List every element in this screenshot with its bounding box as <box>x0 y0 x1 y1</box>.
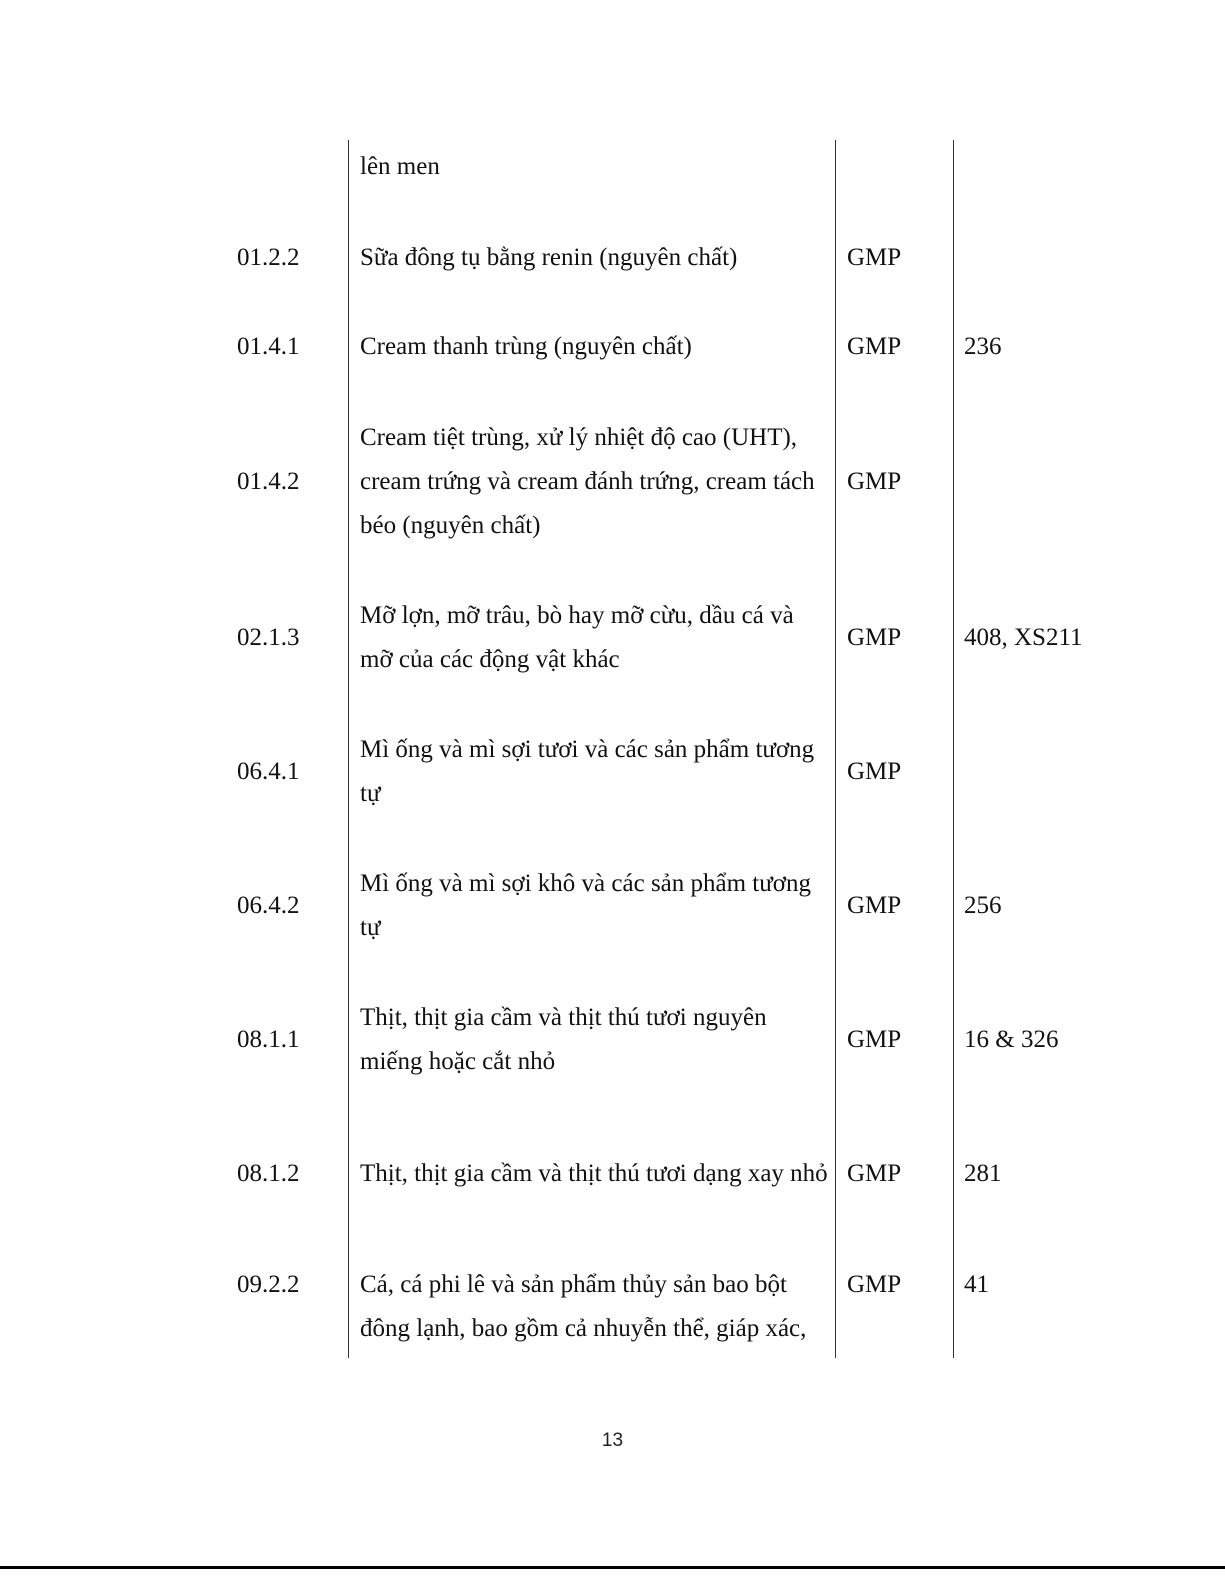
food-category-description: Mì ống và mì sợi khô và các sản phẩm tương tự <box>360 870 812 941</box>
food-category-description: Cá, cá phi lê và sản phẩm thủy sản bao bột đông lạnh, bao gồm cả nhuyễn thể, giáp xác, <box>360 1271 807 1342</box>
food-category-code: 09.2.2 <box>237 1271 300 1298</box>
page-number: 13 <box>601 1430 624 1451</box>
food-category-code: 02.1.3 <box>237 624 300 651</box>
note: 236 <box>964 333 1002 360</box>
table-row <box>0 416 1225 548</box>
food-category-description: Cream thanh trùng (nguyên chất) <box>360 333 692 360</box>
note: 408, XS211 <box>964 624 1083 651</box>
note <box>964 728 1204 816</box>
note: 41 <box>964 1271 989 1298</box>
food-category-description: Mỡ lợn, mỡ trâu, bò hay mỡ cừu, dầu cá và mỡ của các động vật khác <box>360 602 794 673</box>
table-row <box>0 145 1225 189</box>
note: 16 & 326 <box>964 1026 1059 1053</box>
table-row <box>0 236 1225 280</box>
note <box>964 145 1204 189</box>
table-row <box>0 325 1225 369</box>
food-category-description: Mì ống và mì sợi tươi và các sản phẩm tương tự <box>360 736 815 807</box>
max-level: GMP <box>847 333 902 360</box>
table-row <box>0 594 1225 682</box>
max-level: GMP <box>847 892 902 919</box>
food-category-description: lên men <box>360 153 440 180</box>
max-level: GMP <box>847 1026 902 1053</box>
food-category-code: 01.2.2 <box>237 244 300 271</box>
food-category-description: Thịt, thịt gia cầm và thịt thú tươi dạng xay nhỏ <box>360 1160 828 1187</box>
max-level: GMP <box>847 624 902 651</box>
food-category-code: 06.4.1 <box>237 758 300 785</box>
max-level: GMP <box>847 758 902 785</box>
max-level: GMP <box>847 468 902 495</box>
food-category-code: 01.4.2 <box>237 468 300 495</box>
food-category-description: Sữa đông tụ bằng renin (nguyên chất) <box>360 244 738 271</box>
table-row <box>0 728 1225 816</box>
max-level: GMP <box>847 244 902 271</box>
max-level: GMP <box>847 1160 902 1187</box>
page-bottom-border <box>0 1566 1225 1569</box>
table-row <box>0 862 1225 950</box>
table-row <box>0 996 1225 1084</box>
food-category-description: Cream tiệt trùng, xử lý nhiệt độ cao (UHT), cream trứng và cream đánh trứng, cream tách béo (nguyên chất) <box>360 424 815 539</box>
food-category-description: Thịt, thịt gia cầm và thịt thú tươi nguyên miếng hoặc cắt nhỏ <box>360 1004 767 1075</box>
note: 281 <box>964 1160 1002 1187</box>
food-category-code: 08.1.1 <box>237 1026 300 1053</box>
note <box>964 236 1204 280</box>
table-row <box>0 1263 1225 1351</box>
note: 256 <box>964 892 1002 919</box>
food-category-code: 08.1.2 <box>237 1160 300 1187</box>
note <box>964 416 1204 548</box>
max-level: GMP <box>847 1271 902 1298</box>
food-category-code <box>237 145 342 189</box>
table-row <box>0 1130 1225 1218</box>
max-level <box>847 145 947 189</box>
food-category-code: 06.4.2 <box>237 892 300 919</box>
food-category-code: 01.4.1 <box>237 333 300 360</box>
